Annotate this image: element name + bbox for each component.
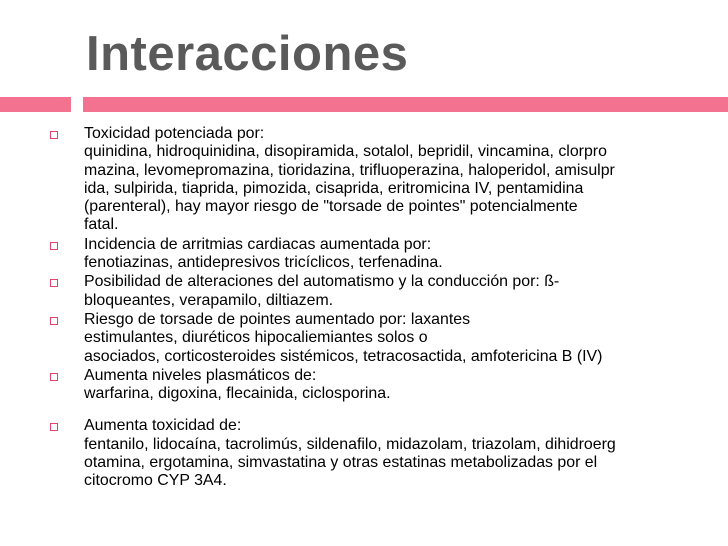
list-item-text	[84, 125, 702, 235]
text-line: Incidencia de arritmias cardiacas aumentada por:	[84, 235, 432, 253]
text-line: mazina, levomepromazina, tioridazina, trifluoperazina, haloperidol, amisulpr	[84, 161, 615, 179]
list-item	[0, 311, 728, 366]
bullet-list	[0, 125, 728, 492]
list-item-text	[84, 417, 702, 490]
hollow-square-bullet-icon	[50, 423, 58, 431]
slide-title: Interacciones	[86, 27, 409, 81]
text-line: fatal.	[84, 216, 119, 234]
list-item-text	[84, 273, 702, 310]
text-line: Riesgo de torsade de pointes aumentado por: laxantes	[84, 310, 471, 328]
hollow-square-bullet-icon	[50, 242, 58, 250]
list-item-text	[84, 236, 702, 273]
text-line: bloqueantes, verapamilo, diltiazem.	[84, 291, 334, 309]
text-line: asociados, corticosteroides sistémicos, tetracosactida, amfotericina B (IV)	[84, 347, 603, 365]
text-line: otamina, ergotamina, simvastatina y otras estatinas metabolizadas por el	[84, 454, 598, 472]
text-line: (parenteral), hay mayor riesgo de "torsade de pointes" potencialmente	[84, 198, 578, 216]
list-item	[0, 125, 728, 235]
hollow-square-bullet-icon	[50, 131, 58, 139]
text-line: fentanilo, lidocaína, tacrolimús, sildenafilo, midazolam, triazolam, dihidroerg	[84, 435, 616, 453]
text-line: quinidina, hidroquinidina, disopiramida, sotalol, bepridil, vincamina, clorpro	[84, 143, 607, 161]
text-line: ida, sulpirida, tiaprida, pimozida, cisaprida, eritromicina IV, pentamidina	[84, 179, 584, 197]
text-line: warfarina, digoxina, flecainida, ciclosporina.	[84, 385, 391, 403]
hollow-square-bullet-icon	[50, 279, 58, 287]
text-line: Toxicidad potenciada por:	[84, 125, 265, 142]
text-line: citocromo CYP 3A4.	[84, 472, 227, 490]
text-line: Aumenta toxicidad de:	[84, 417, 242, 435]
list-item-text	[84, 367, 702, 404]
list-item	[0, 367, 728, 404]
list-item	[0, 236, 728, 273]
list-item	[0, 417, 728, 490]
title-accent-tab	[0, 97, 71, 112]
text-line: Posibilidad de alteraciones del automatismo y la conducción por: ß-	[84, 273, 560, 291]
hollow-square-bullet-icon	[50, 373, 58, 381]
text-line: Aumenta niveles plasmáticos de:	[84, 366, 317, 384]
text-line: estimulantes, diuréticos hipocaliemiantes solos o	[84, 329, 428, 347]
list-item	[0, 273, 728, 310]
hollow-square-bullet-icon	[50, 317, 58, 325]
title-accent-rule	[83, 97, 728, 112]
list-item-text	[84, 311, 702, 366]
text-line: fenotiazinas, antidepresivos tricíclicos, terfenadina.	[84, 254, 443, 272]
